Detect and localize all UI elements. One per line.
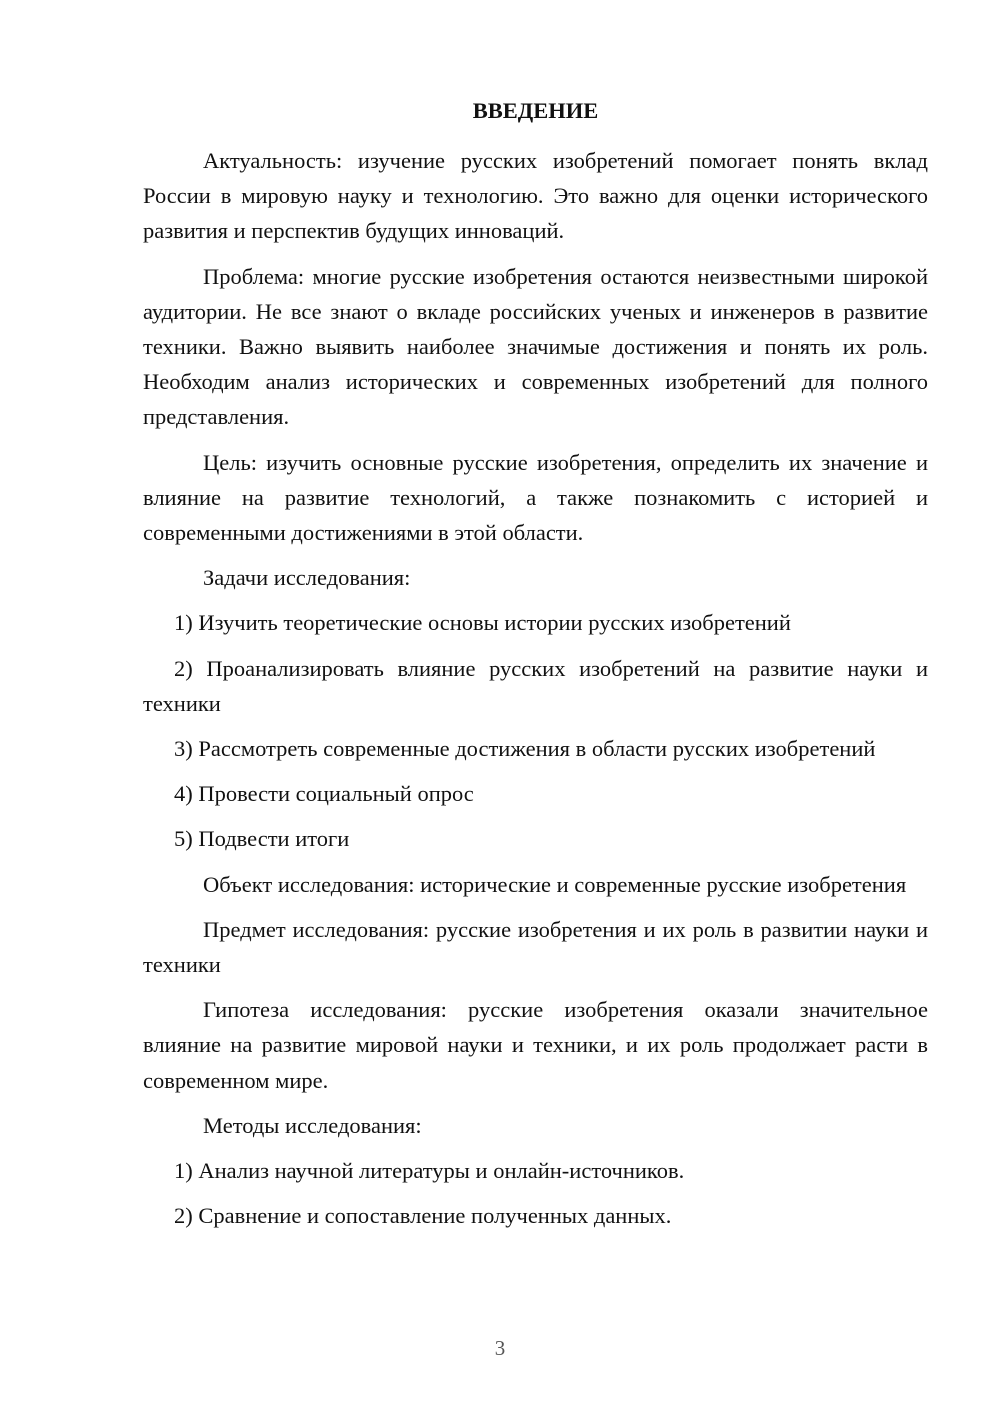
task-item: 3) Рассмотреть современные достижения в области русских изобретений — [174, 736, 876, 762]
tasks-heading: Задачи исследования: — [203, 565, 411, 591]
paragraph-relevance: Актуальность: изучение русских изобретений помогает понять вклад России в мировую науку и технологию. Это важно для оценки исторического развития и перспектив будущих инноваций. — [143, 148, 928, 244]
page-number: 3 — [494, 1336, 506, 1360]
paragraph-subject: Предмет исследования: русские изобретения и их роль в развитии науки и техники — [143, 916, 928, 978]
page-title: ВВЕДЕНИЕ — [472, 98, 599, 123]
paragraph-object: Объект исследования: исторические и современные русские изобретения — [203, 871, 907, 897]
paragraph-hypothesis: Гипотеза исследования: русские изобретения оказали значительное влияние на развитие мировой науки и техники, и их роль продолжает расти в современном мире. — [143, 997, 928, 1093]
paragraph-problem: Проблема: многие русские изобретения остаются неизвестными широкой аудитории. Не все знают о вкладе российских ученых и инженеров в развитие техники. Важно выявить наиболее значимые достижения и понять их роль. Необходим анализ исторических и современных изобретений для полного представления. — [143, 263, 928, 430]
method-item: 2) Сравнение и сопоставление полученных данных. — [174, 1203, 672, 1229]
body-text — [143, 93, 928, 1233]
task-item: 2) Проанализировать влияние русских изобретений на развитие науки и техники — [143, 655, 928, 716]
method-item: 1) Анализ научной литературы и онлайн-источников. — [174, 1158, 685, 1184]
paragraph-goal: Цель: изучить основные русские изобретения, определить их значение и влияние на развитие технологий, а также познакомить с историей и современными достижениями в этой области. — [143, 449, 928, 546]
task-item: 1) Изучить теоретические основы истории русских изобретений — [174, 610, 791, 636]
methods-heading: Методы исследования: — [203, 1112, 422, 1138]
task-item: 4) Провести социальный опрос — [174, 781, 474, 807]
task-item: 5) Подвести итоги — [174, 826, 350, 852]
